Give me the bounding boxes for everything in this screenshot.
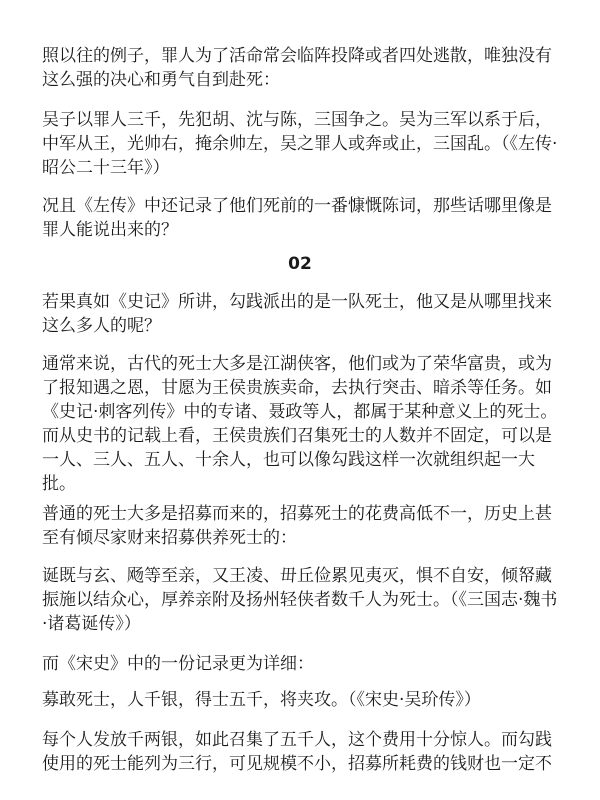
paragraph-songshi-intro: 而《宋史》中的一份记录更为详细： [42, 654, 314, 674]
paragraph-death-warriors: 通常来说，古代的死士大多是江湖侠客，他们或为了荣华富贵，或为了报知遇之恩，甘愿为王侯贵族卖命，去执行突击、暗杀等任务。如《史记·刺客列传》中的专诸、聂政等人，都属于某种意义上的死士。而从史书的记载上看，王侯贵族们召集死士的人数并不固定，可以是一人、三人、五人、十余人，也可以像勾践这样一次就组织起一大批。 [42, 354, 558, 494]
section-number: 02 [288, 254, 312, 274]
quote-zuozhuan: 吴子以罪人三千，先犯胡、沈与陈，三国争之。吴为三军以系于后，中军从王，光帅右，掩余帅左，吴之罪人或奔或止，三国乱。（《左传·昭公二十三年》） [42, 110, 558, 178]
quote-sanguozhi: 诞既与玄、飏等至亲，又王凌、毌丘俭累见夷灭，惧不自安，倾帑藏振施以结众心，厚养亲附及扬州轻侠者数千人为死士。（《三国志·魏书·诸葛诞传》） [42, 566, 558, 634]
paragraph-recruitment: 普通的死士大多是招募而来的，招募死士的花费高低不一，历史上甚至有倾尽家财来招募供养死士的： [42, 504, 552, 548]
quote-songshi: 募敢死士，人千银，得士五千，将夹攻。（《宋史·吴玠传》） [42, 690, 481, 710]
paragraph-zuozhuan-remark: 况且《左传》中还记录了他们死前的一番慷慨陈词，那些话哪里像是罪人能说出来的？ [42, 196, 552, 240]
paragraph-cost: 每个人发放千两银，如此召集了五千人，这个费用十分惊人。而勾践使用的死士能列为三行，可见规模不小，招募所耗费的钱财也一定不 [42, 730, 552, 774]
paragraph-question: 若果真如《史记》所讲，勾践派出的是一队死士，他又是从哪里找来这么多人的呢？ [42, 292, 552, 336]
paragraph-intro: 照以往的例子，罪人为了活命常会临阵投降或者四处逃散，唯独没有这么强的决心和勇气自到赴死： [42, 46, 552, 90]
